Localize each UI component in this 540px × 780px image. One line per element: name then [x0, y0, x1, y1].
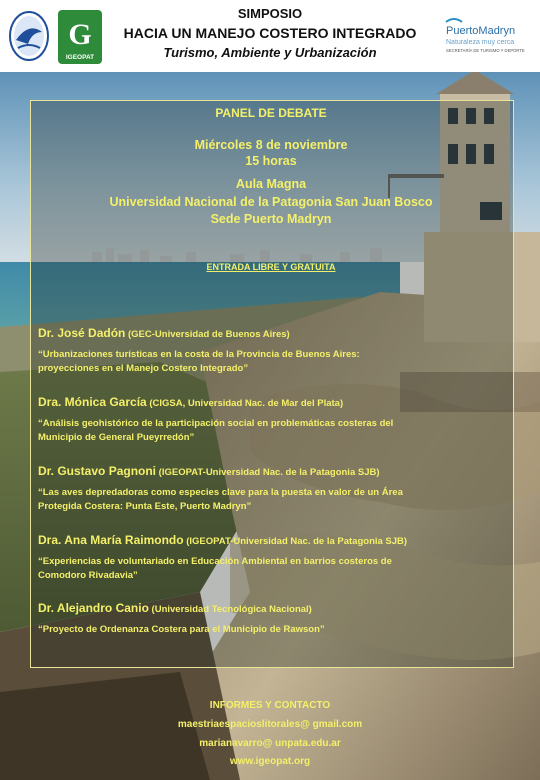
puerto-madryn-logo-sub: SECRETARÍA DE TURISMO Y DEPORTE	[446, 48, 525, 53]
speaker-name: Dr. José Dadón	[38, 326, 126, 340]
speaker-affiliation: (CIGSA, Universidad Nac. de Mar del Plata)	[146, 398, 344, 409]
igeopat-logo-caption: IGEOPAT	[65, 54, 95, 61]
speaker-name: Dr. Alejandro Canio	[38, 601, 149, 615]
symposium-title: HACIA UN MANEJO COSTERO INTEGRADO	[123, 25, 417, 41]
talk-line: “Experiencias de voluntariado en Educación Ambiental en barrios costeros de	[38, 556, 392, 567]
talk-line: “Análisis geohistórico de la participación social en problemáticas costeras del	[38, 418, 394, 429]
symposium-subtitle: Turismo, Ambiente y Urbanización	[163, 45, 377, 60]
talk-line: “Proyecto de Ordenanza Costera para el Municipio de Rawson”	[38, 624, 325, 635]
puerto-madryn-logo-tagline: Naturaleza muy cerca	[446, 39, 515, 46]
event-campus: Sede Puerto Madryn	[210, 212, 332, 226]
talk-4	[38, 555, 504, 583]
speaker-name: Dra. Ana María Raimondo	[38, 533, 184, 547]
speaker-4	[38, 533, 508, 547]
speaker-name: Dr. Gustavo Pagnoni	[38, 464, 157, 478]
talk-line: Municipio de General Pueyrredón”	[38, 432, 195, 443]
contact-email-1[interactable]: maestriaespacioslitorales@ gmail.com	[177, 719, 363, 730]
igeopat-logo-letter: G	[68, 18, 92, 51]
speaker-affiliation: (GEC-Universidad de Buenos Aires)	[125, 329, 290, 340]
speaker-2	[38, 395, 508, 409]
talk-2	[38, 417, 504, 445]
event-university: Universidad Nacional de la Patagonia San Juan Bosco	[109, 195, 433, 209]
event-time: 15 horas	[245, 154, 297, 168]
speaker-affiliation: (Universidad Tecnológica Nacional)	[148, 604, 312, 615]
talk-line: “Las aves depredadoras como especies clave para la puesta en valor de un Área	[38, 487, 403, 498]
free-entrance-label: ENTRADA LIBRE Y GRATUITA	[206, 262, 336, 272]
contact-title: INFORMES Y CONTACTO	[209, 700, 331, 711]
symposium-label: SIMPOSIO	[237, 6, 303, 21]
puerto-madryn-logo-name: PuertoMadryn	[446, 25, 516, 37]
speaker-affiliation: (IGEOPAT-Universidad Nac. de la Patagonia SJB)	[183, 536, 408, 547]
panel-title: PANEL DE DEBATE	[215, 106, 327, 120]
event-date: Miércoles 8 de noviembre	[194, 138, 348, 152]
header	[0, 0, 540, 72]
talk-line: Comodoro Rivadavia”	[38, 570, 138, 581]
speaker-name: Dra. Mónica García	[38, 395, 147, 409]
puerto-madryn-logo	[444, 16, 536, 56]
talk-1	[38, 348, 504, 376]
talk-3	[38, 486, 504, 514]
contact-email-2[interactable]: marianavarro@ unpata.edu.ar	[199, 738, 341, 749]
speaker-1	[38, 326, 508, 340]
talk-5	[38, 623, 504, 637]
speaker-affiliation: (IGEOPAT-Universidad Nac. de la Patagonia SJB)	[156, 467, 380, 478]
contact-website-link[interactable]: www.igeopat.org	[229, 756, 311, 767]
event-venue: Aula Magna	[235, 177, 307, 191]
talk-line: Protegida Costera: Punta Este, Puerto Madryn”	[38, 501, 252, 512]
speaker-3	[38, 464, 508, 478]
talk-line: “Urbanizaciones turísticas en la costa de la Provincia de Buenos Aires:	[38, 349, 360, 360]
talk-line: proyecciones en el Manejo Costero Integrado”	[38, 363, 249, 374]
speaker-5	[38, 601, 508, 615]
